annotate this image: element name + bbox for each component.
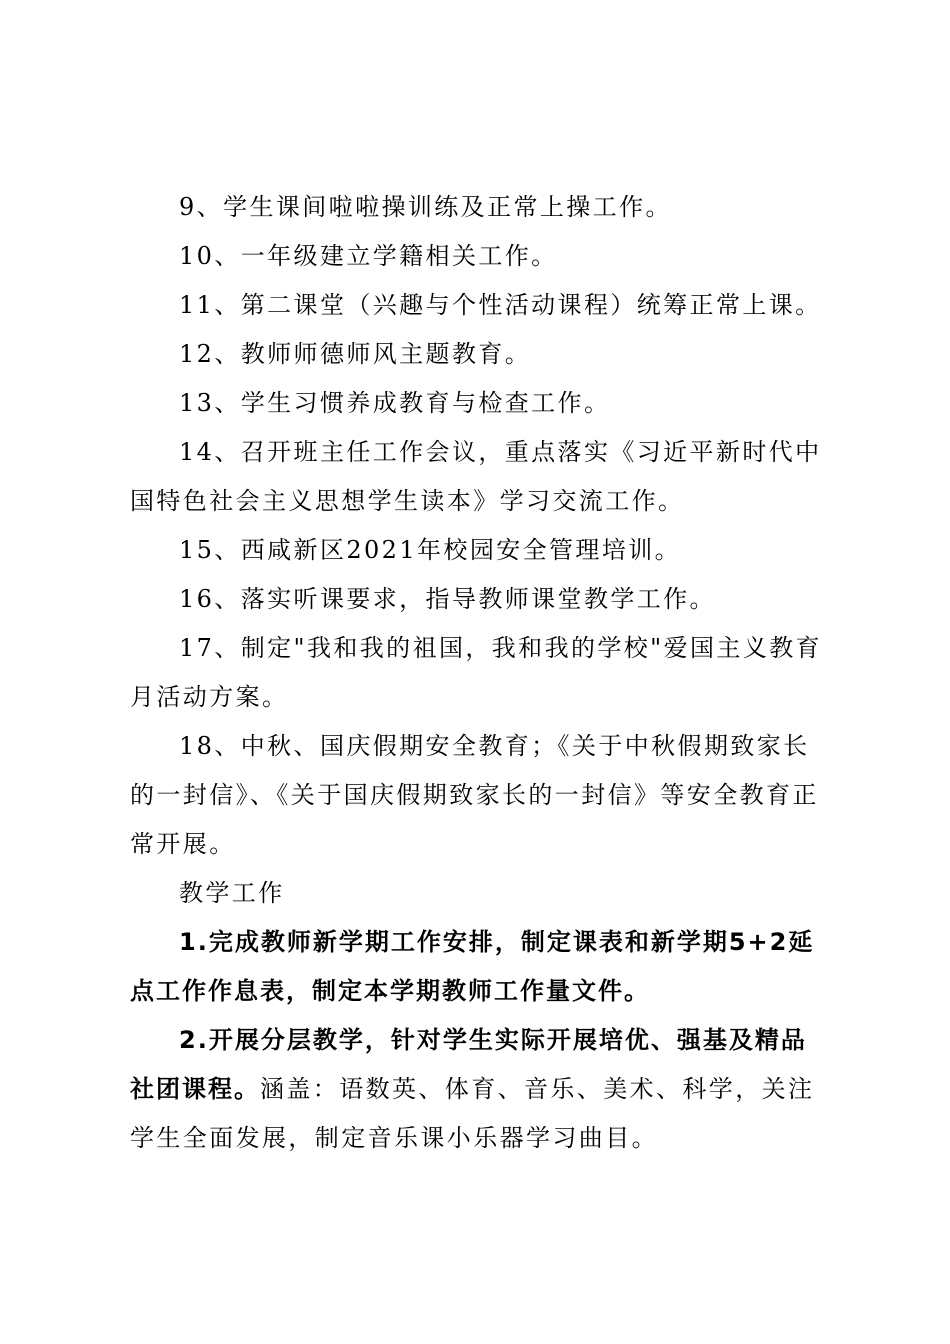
teaching-item-2-normal: 涵盖：语数英、体育、音乐、美术、科学，关注学生全面发展，制定音乐课小乐器学习曲目。 <box>130 1075 815 1152</box>
paragraph-item-10: 10、一年级建立学籍相关工作。 <box>179 242 558 270</box>
teaching-item-2 <box>130 1016 830 1163</box>
paragraph-item-13: 13、学生习惯养成教育与检查工作。 <box>179 389 611 417</box>
paragraph-item-17: 17、制定"我和我的祖国，我和我的学校"爱国主义教育月活动方案。 <box>130 634 823 711</box>
paragraph-item-15: 15、西咸新区2021年校园安全管理培训。 <box>179 536 682 564</box>
paragraph-item-14: 14、召开班主任工作会议，重点落实《习近平新时代中国特色社会主义思想学生读本》学习交流工作。 <box>130 438 822 515</box>
paragraph-item-18: 18、中秋、国庆假期安全教育；《关于中秋假期致家长的一封信》、《关于国庆假期致家长的一封信》等安全教育正常开展。 <box>130 732 819 858</box>
teaching-item-1: 1.完成教师新学期工作安排，制定课表和新学期5+2延点工作作息表，制定本学期教师工作量文件。 <box>130 928 815 1005</box>
paragraph-item-16: 16、落实听课要求，指导教师课堂教学工作。 <box>179 585 716 613</box>
paragraph-item-11: 11、第二课堂（兴趣与个性活动课程）统筹正常上课。 <box>179 291 822 319</box>
paragraph-item-12: 12、教师师德师风主题教育。 <box>179 340 532 368</box>
section-heading: 教学工作 <box>179 879 285 907</box>
paragraph-item-9: 9、学生课间啦啦操训练及正常上操工作。 <box>179 193 672 221</box>
teaching-item-2-bold: 2.开展分层教学，针对学生实际开展培优、强基及精品社团课程。 <box>130 1026 807 1103</box>
